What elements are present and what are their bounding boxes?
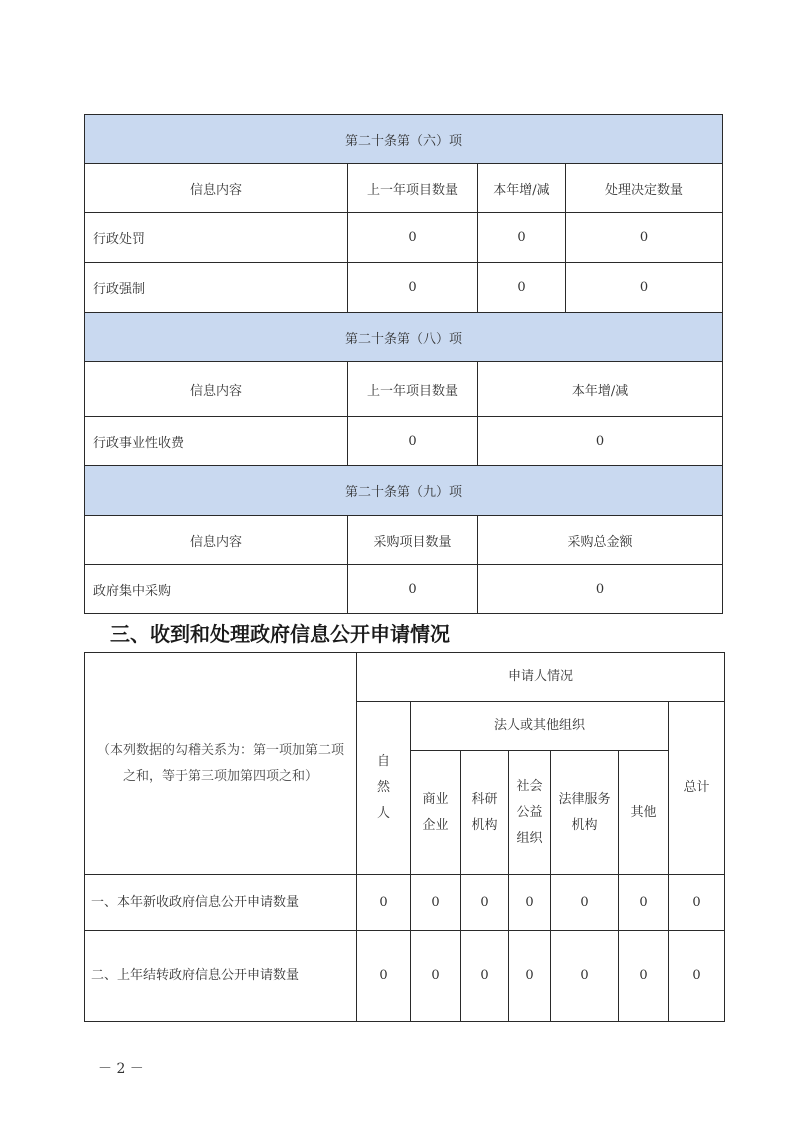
table-cell: 0 [348,417,478,466]
section-6-header-row [85,164,723,213]
table-cell: 0 [566,213,723,263]
table-row [85,875,725,931]
column-header: 信息内容 [85,362,348,417]
section-9-header-row [85,516,723,565]
table-cell: 0 [669,875,725,931]
row-label: 政府集中采购 [85,565,348,614]
table-cell: 0 [348,565,478,614]
total-header: 总计 [669,702,725,875]
section-9-title-row [85,466,723,516]
section-9-title: 第二十条第（九）项 [85,466,723,516]
table-cell: 0 [348,213,478,263]
application-stats-table [84,652,725,1022]
section-8-title-row [85,313,723,362]
table-cell: 0 [551,931,619,1022]
org-type-header: 社会公益组织 [509,751,551,875]
row-label: 行政事业性收费 [85,417,348,466]
table-cell: 0 [619,875,669,931]
table-cell: 0 [551,875,619,931]
column-header: 处理决定数量 [566,164,723,213]
column-header: 上一年项目数量 [348,362,478,417]
column-header: 采购项目数量 [348,516,478,565]
table-cell: 0 [509,875,551,931]
column-header: 信息内容 [85,164,348,213]
table-cell: 0 [461,931,509,1022]
table-cell: 0 [619,931,669,1022]
table-row [85,417,723,466]
column-header: 本年增/减 [478,164,566,213]
table-row [85,213,723,263]
section-6-title: 第二十条第（六）项 [85,115,723,164]
table-cell: 0 [357,875,411,931]
table-cell: 0 [411,931,461,1022]
org-type-header: 科研机构 [461,751,509,875]
org-type-header: 法律服务机构 [551,751,619,875]
section-8-title: 第二十条第（八）项 [85,313,723,362]
table-row [85,565,723,614]
page-number: － 2 － [98,1061,144,1077]
org-type-header: 其他 [619,751,669,875]
table-cell: 0 [669,931,725,1022]
table-cell: 0 [478,417,723,466]
legal-group-header: 法人或其他组织 [411,702,669,751]
natural-person-header: 自然人 [357,702,411,875]
column-header: 信息内容 [85,516,348,565]
org-type-header: 商业企业 [411,751,461,875]
table-cell: 0 [478,213,566,263]
applicant-header: 申请人情况 [357,653,725,702]
table-cell: 0 [461,875,509,931]
table-row [85,263,723,313]
row-label: 行政强制 [85,263,348,313]
row-label: 一、本年新收政府信息公开申请数量 [85,875,357,931]
column-header: 采购总金额 [478,516,723,565]
row-label: 行政处罚 [85,213,348,263]
table-cell: 0 [478,565,723,614]
table-cell: 0 [566,263,723,313]
section-6-title-row [85,115,723,164]
table-cell: 0 [509,931,551,1022]
table-cell: 0 [348,263,478,313]
section-8-header-row [85,362,723,417]
applicant-header-row [85,653,725,702]
table-cell: 0 [411,875,461,931]
table-cell: 0 [478,263,566,313]
row-label: 二、上年结转政府信息公开申请数量 [85,931,357,1022]
table-row [85,931,725,1022]
section-heading: 三、收到和处理政府信息公开申请情况 [110,622,450,646]
column-header: 上一年项目数量 [348,164,478,213]
table-cell: 0 [357,931,411,1022]
relationship-note: （本列数据的勾稽关系为：第一项加第二项之和，等于第三项加第四项之和） [85,653,357,875]
column-header: 本年增/减 [478,362,723,417]
disclosure-items-table [84,114,723,614]
